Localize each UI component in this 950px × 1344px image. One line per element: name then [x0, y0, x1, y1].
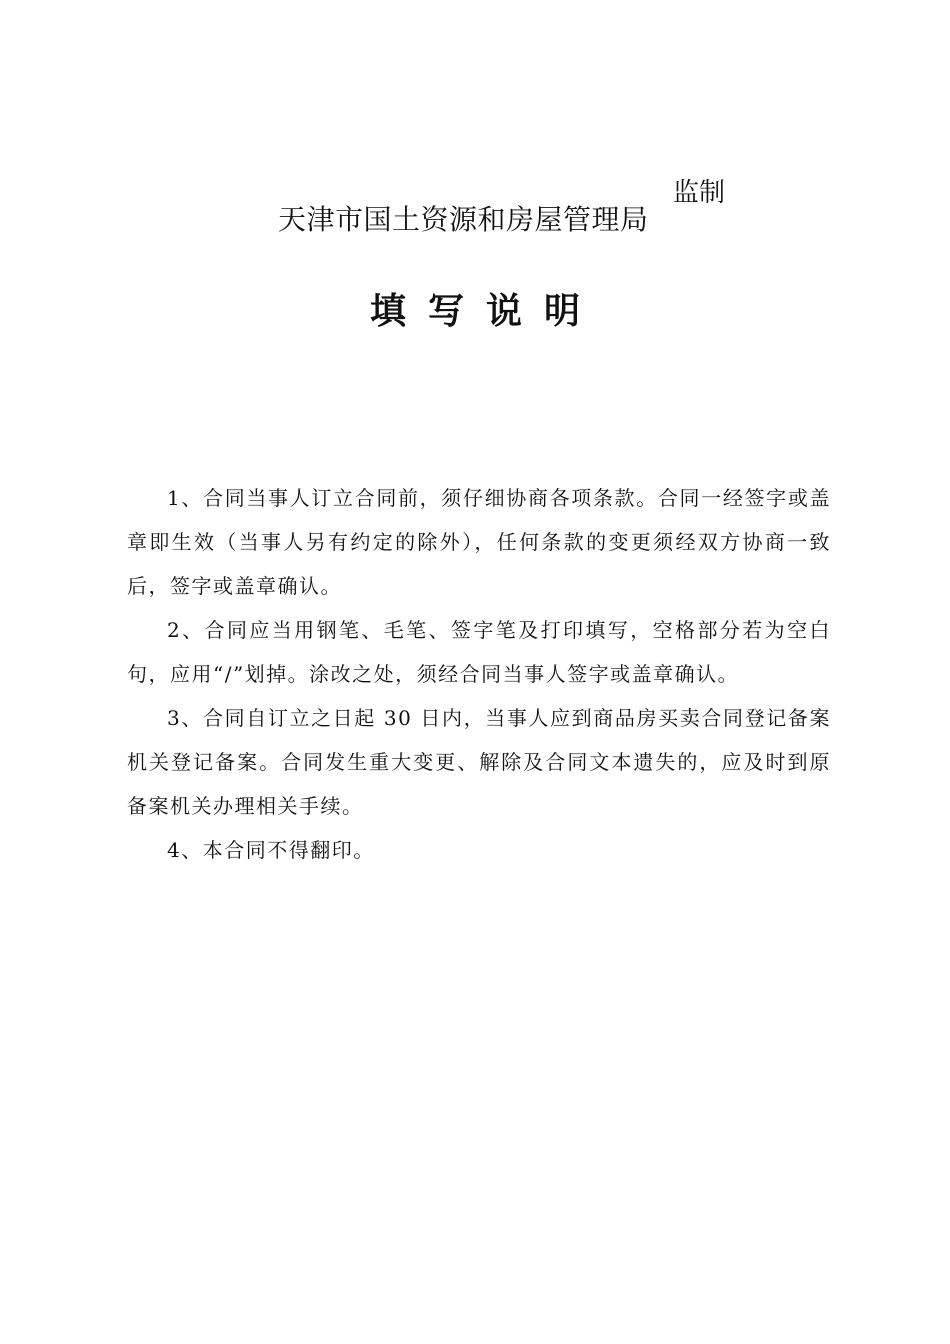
issuing-authority: 天津市国土资源和房屋管理局 — [278, 203, 649, 236]
instructions-list — [127, 476, 831, 872]
supervise-label: 监制 — [673, 178, 726, 208]
page-title: 填写说明 — [369, 290, 602, 332]
instruction-item-1: 1、合同当事人订立合同前，须仔细协商各项条款。合同一经签字或盖章即生效（当事人另有约定的除外），任何条款的变更须经双方协商一致后，签字或盖章确认。 — [127, 486, 831, 598]
instruction-item-2: 2、合同应当用钢笔、毛笔、签字笔及打印填写，空格部分若为空白句，应用“/”划掉。涂改之处，须经合同当事人签字或盖章确认。 — [127, 618, 831, 686]
instruction-item-3: 3、合同自订立之日起 30 日内，当事人应到商品房买卖合同登记备案机关登记备案。合同发生重大变更、解除及合同文本遗失的，应及时到原备案机关办理相关手续。 — [127, 706, 831, 818]
instruction-item-4: 4、本合同不得翻印。 — [167, 838, 375, 862]
